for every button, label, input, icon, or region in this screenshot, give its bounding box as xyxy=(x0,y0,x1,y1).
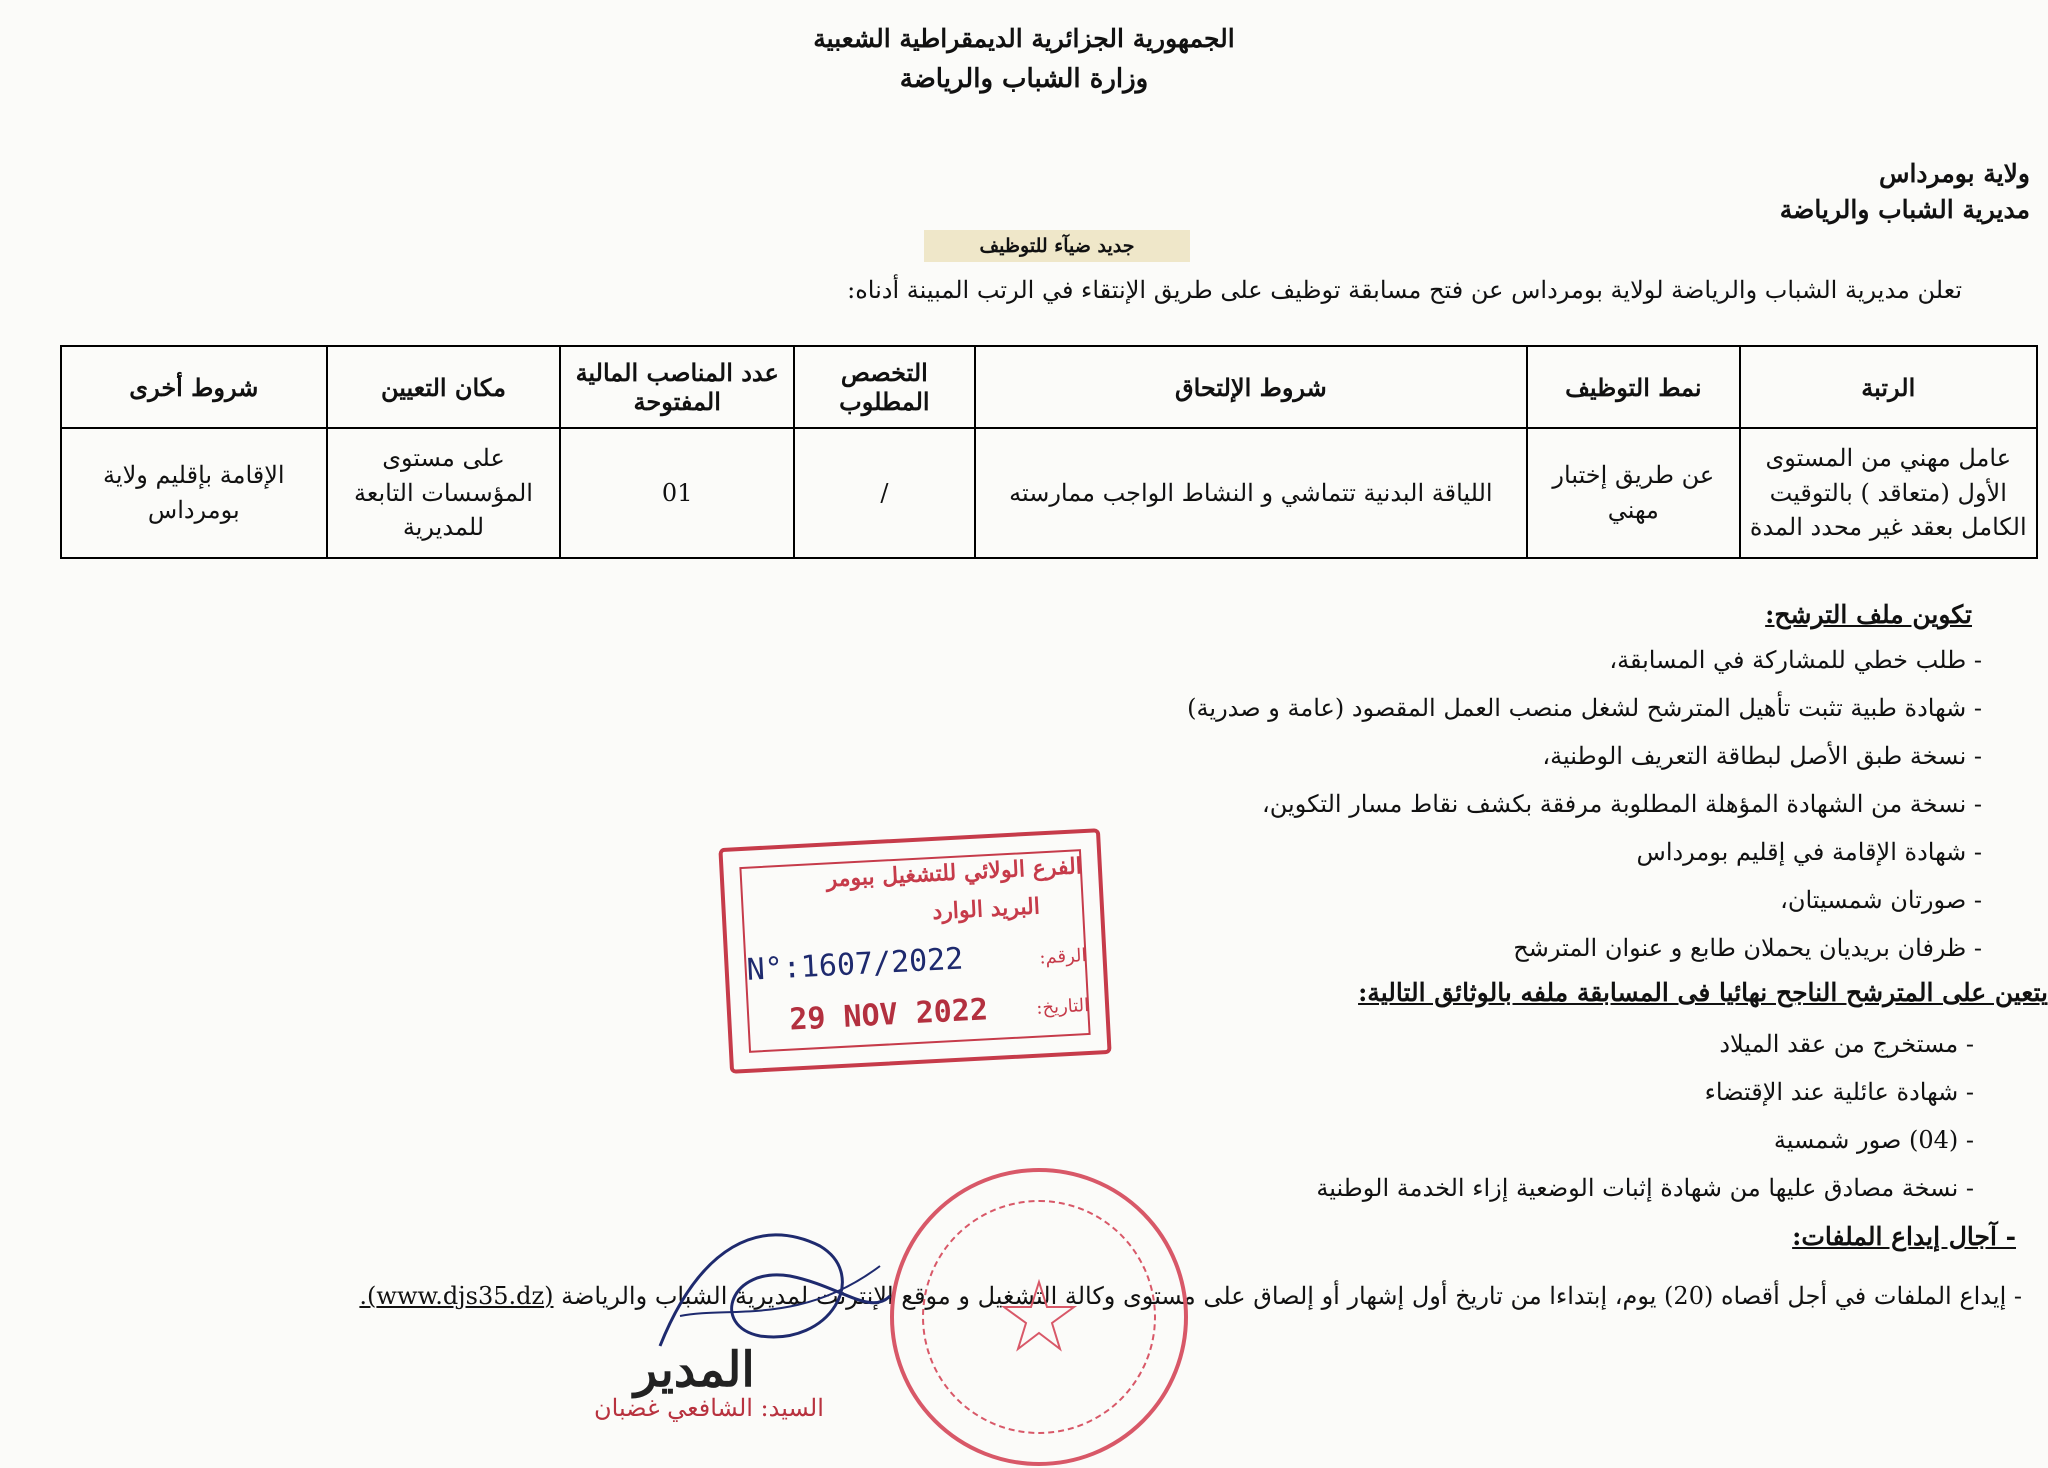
cell-recruitment-mode: عن طريق إختبار مهني xyxy=(1527,428,1739,558)
col-header-recruitment-mode: نمط التوظيف xyxy=(1527,346,1739,428)
republic-title: الجمهورية الجزائرية الديمقراطية الشعبية xyxy=(813,24,1235,53)
file-item-3: - نسخة طبق الأصل لبطاقة التعريف الوطنية، xyxy=(1542,742,1982,770)
file-item-6: - صورتان شمسيتان، xyxy=(1780,886,1982,914)
col-header-conditions: شروط الإلتحاق xyxy=(975,346,1527,428)
announcement-badge: جديد ضيآء للتوظيف xyxy=(924,230,1190,262)
col-header-assignment-place: مكان التعيين xyxy=(327,346,561,428)
official-seal xyxy=(890,1168,1188,1466)
seal-star-icon xyxy=(894,1172,1184,1462)
stamp-number-label: الرقم: xyxy=(1038,945,1088,969)
success-item-1: - مستخرج من عقد الميلاد xyxy=(1719,1030,1974,1058)
file-item-4: - نسخة من الشهادة المؤهلة المطلوبة مرفقة بكشف نقاط مسار التكوين، xyxy=(1262,790,1982,818)
cell-assignment-place: على مستوى المؤسسات التابعة للمديرية xyxy=(327,428,561,558)
col-header-other-conditions: شروط أخرى xyxy=(61,346,327,428)
col-header-rank: الرتبة xyxy=(1740,346,2037,428)
success-item-4: - نسخة مصادق عليها من شهادة إثبات الوضعية إزاء الخدمة الوطنية xyxy=(1316,1174,1974,1202)
stamp-line-2: البريد الوارد xyxy=(931,893,1041,926)
file-item-2: - شهادة طبية تثبت تأهيل المترشح لشغل منصب العمل المقصود (عامة و صدرية) xyxy=(1187,694,1982,722)
website-link[interactable]: (www.djs35.dz). xyxy=(359,1282,554,1310)
file-item-5: - شهادة الإقامة في إقليم بومرداس xyxy=(1636,838,1982,866)
signature-name: السيد: الشافعي غضبان xyxy=(594,1394,824,1422)
success-item-2: - شهادة عائلية عند الإقتضاء xyxy=(1704,1078,1974,1106)
ministry-title: وزارة الشباب والرياضة xyxy=(899,64,1149,94)
table-row xyxy=(61,428,2037,558)
col-header-specialty: التخصص المطلوب xyxy=(794,346,975,428)
cell-conditions: اللياقة البدنية تتماشي و النشاط الواجب ممارسته xyxy=(975,428,1527,558)
deadline-section-title: - آجال إيداع الملفات: xyxy=(1792,1222,2016,1251)
file-item-1: - طلب خطي للمشاركة في المسابقة، xyxy=(1609,646,1982,674)
directorate-name: مديرية الشباب والرياضة xyxy=(1779,195,2030,224)
stamp-line-1: الفرع الولائي للتشغيل ببومر xyxy=(825,853,1083,893)
stamp-date-label: التاريخ: xyxy=(1035,994,1090,1019)
cell-rank: عامل مهني من المستوى الأول (متعاقد ) بالتوقيت الكامل بعقد غير محدد المدة xyxy=(1740,428,2037,558)
cell-open-posts: 01 xyxy=(560,428,794,558)
success-item-3: - (04) صور شمسية xyxy=(1773,1126,1974,1154)
file-item-7: - ظرفان بريديان يحملان طابع و عنوان المترشح xyxy=(1513,934,1982,962)
stamp-number-value: N°:1607/2022 xyxy=(745,941,965,988)
stamp-date-value: 29 NOV 2022 xyxy=(788,992,989,1038)
intro-text: تعلن مديرية الشباب والرياضة لولاية بومرداس عن فتح مسابقة توظيف على طريق الإنتقاء في الرتب المبينة أدناه: xyxy=(847,276,1962,304)
positions-table xyxy=(60,345,2038,559)
incoming-mail-stamp xyxy=(718,828,1111,1074)
deadline-text: - إيداع الملفات في أجل أقصاه (20) يوم، إبتداءا من تاريخ أول إشهار أو إلصاق على مستوى وكالة التشغيل و موقع الإنترنت لمديرية الشباب والرياضة xyxy=(561,1282,2022,1310)
success-section-title: يتعين على المترشح الناجح نهائيا فى المسابقة ملفه بالوثائق التالية: xyxy=(1358,978,2048,1007)
cell-specialty: / xyxy=(794,428,975,558)
deadline-text-line xyxy=(359,1282,2022,1310)
col-header-open-posts: عدد المناصب المالية المفتوحة xyxy=(560,346,794,428)
signature-title: المدير xyxy=(634,1342,755,1398)
issuer-block xyxy=(1780,156,2030,228)
wilaya-name: ولاية بومرداس xyxy=(1878,159,2030,188)
cell-other-conditions: الإقامة بإقليم ولاية بومرداس xyxy=(61,428,327,558)
file-section-title: تكوين ملف الترشح: xyxy=(1765,600,1972,629)
table-header-row xyxy=(61,346,2037,428)
